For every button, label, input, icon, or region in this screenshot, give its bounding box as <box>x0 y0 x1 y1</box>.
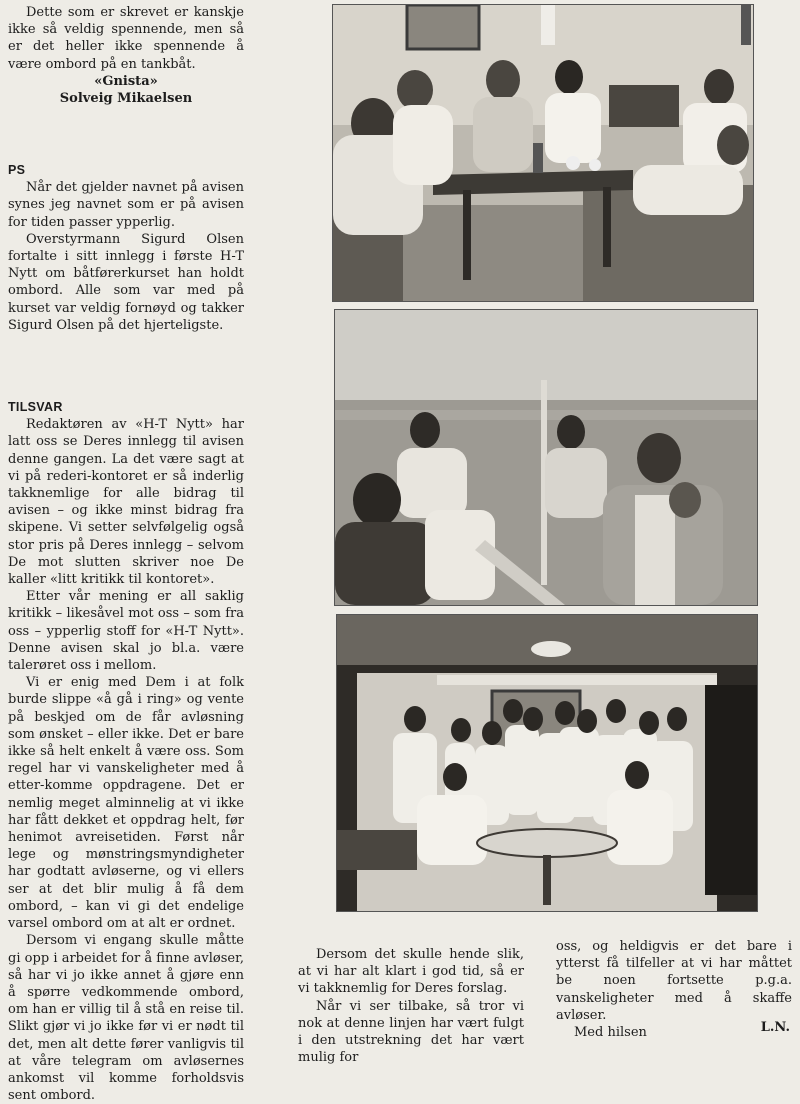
ps-paragraph-2: Overstyrmann Sigurd Olsen fortalte i sitt innlegg i første H-T Nytt om båtførerkurset han holdt ombord. Alle som var med på kurset var veldig fornøyd og takker Sigurd Olsen på det hjerteligste. <box>8 231 244 333</box>
photo-lounge-image <box>333 5 753 301</box>
tilsvar-paragraph-3: Vi er enig med Dem i at folk burde slippe «å gå i ring» og vente på beskjed om de får avløsning som ønsket – eller ikke. Det er bare ikke så helt enkelt å være oss. Som regel har vi vanskeligheter med å etter-komme oppdragene. Det er nemlig meget alminnelig at vi ikke har fått dekket et oppdrag helt, før henimot avreisetiden. Først når lege og mønstringsmyndigheter har godtatt avløserne, og vi ellers ser at det blir mulig å få dem ombord, – kan vi gi det endelige varsel ombord om at alt er ordnet. <box>8 675 244 932</box>
photo-lounge <box>332 4 754 302</box>
intro-text: Dette som er skrevet er kanskje ikke så veldig spennende, men så er det heller ikke spennende å være ombord på en tankbåt. <box>8 5 244 72</box>
tilsvar-paragraph-2: Etter vår mening er all saklig kritikk – likesåvel mot oss – som fra oss – ypperlig stoff for «H-T Nytt». Denne avisen skal jo bl.a. være talerøret oss i mellom. <box>8 589 244 674</box>
ps-section <box>8 162 244 334</box>
photo-group-image <box>337 615 757 911</box>
tilsvar-section <box>8 399 244 1104</box>
bottom-middle-paragraph-2: Når vi ser tilbake, så tror vi nok at denne linjen har vært fulgt i den utstrekning det har vært mulig for <box>298 998 524 1066</box>
bottom-right-paragraph-1: oss, og heldigvis er det bare i ytterst få tilfeller at vi har måttet be noen fortsette p.g.a. vanskeligheter med å skaffe avløser. <box>556 939 792 1023</box>
bottom-middle-column <box>298 946 524 1066</box>
photo-boat-image <box>335 310 757 605</box>
tilsvar-paragraph-4: Dersom vi engang skulle måtte gi opp i arbeidet for å finne avløser, så har vi jo ikke annet å gjøre enn å spørre vedkommende ombord, om han er villig til å stå en reise til. Slikt gjør vi jo ikke før vi er nødt til det, men alt dette fører vanligvis til at våre telegram om avløsernes ankomst vil komme forholdsvis sent ombord. <box>8 933 244 1104</box>
photo-group <box>336 614 758 912</box>
signature: L.N. <box>760 1020 790 1035</box>
tilsvar-paragraph-1: Redaktøren av «H-T Nytt» har latt oss se Deres innlegg til avisen denne gangen. La det være sagt at vi på rederi-kontoret er så inderlig takknemlige for alle bidrag til avisen – og ikke minst bidrag fra skipene. Vi setter selvfølgelig også stor pris på Deres innlegg – selvom De mot slutten skriver noe De kaller «litt kritikk til kontoret». <box>8 417 244 588</box>
intro-nickname: «Gnista» <box>94 73 158 89</box>
photo-boat <box>334 309 758 606</box>
bottom-middle-paragraph-1: Dersom det skulle hende slik, at vi har alt klart i god tid, så er vi takknemlig for Deres forslag. <box>298 947 524 997</box>
ps-heading: PS <box>8 163 26 177</box>
tilsvar-heading: TILSVAR <box>8 400 63 414</box>
intro-author: Solveig Mikaelsen <box>59 91 193 107</box>
closing-text: Med hilsen <box>574 1025 647 1041</box>
bottom-right-column <box>556 938 792 1041</box>
left-column <box>8 4 244 107</box>
ps-paragraph-1: Når det gjelder navnet på avisen synes jeg navnet som er på avisen for tiden passer ypperlig. <box>8 180 244 230</box>
